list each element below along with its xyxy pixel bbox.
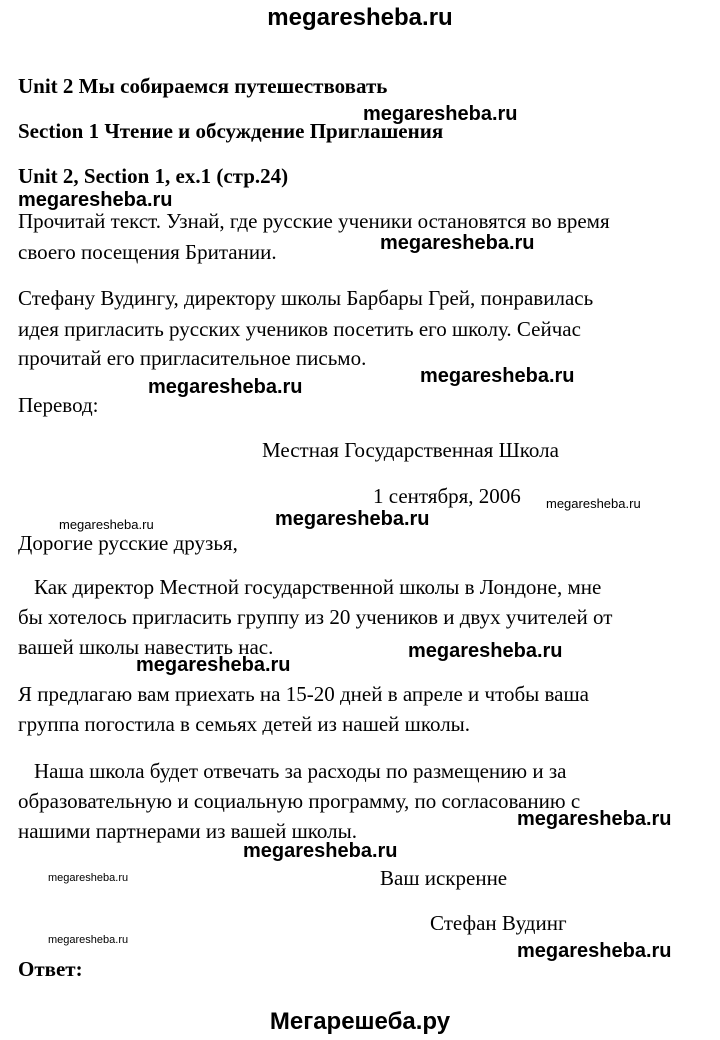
watermark: megaresheba.ru [408,640,563,662]
site-footer: Мегарешеба.ру [269,1008,451,1035]
intro-text: прочитай его пригласительное письмо. [18,346,367,370]
letter-paragraph-line: Как директор Местной государственной школы в Лондоне, мне [34,575,602,599]
letter-paragraph-line: Наша школа будет отвечать за расходы по размещению и за [34,759,567,783]
letter-signature: Стефан Вудинг [430,911,567,935]
watermark: megaresheba.ru [148,376,303,398]
watermark: megaresheba.ru [18,189,173,211]
watermark: megaresheba.ru [546,496,641,511]
letter-paragraph-line: бы хотелось пригласить группу из 20 учеников и двух учителей от [18,605,613,629]
translation-label: Перевод: [18,393,99,417]
letter-paragraph-line: вашей школы навестить нас. [18,635,274,659]
letter-closing: Ваш искренне [380,866,508,890]
exercise-heading: Unit 2, Section 1, ex.1 (стр.24) [18,164,289,188]
intro-text: Стефану Вудингу, директору школы Барбары Грей, понравилась [18,286,594,310]
intro-text: идея пригласить русских учеников посетить его школу. Сейчас [18,317,581,341]
watermark: megaresheba.ru [275,508,430,530]
section-heading: Section 1 Чтение и обсуждение Приглашения [18,119,444,143]
unit-heading: Unit 2 Мы собираемся путешествовать [18,74,388,98]
watermark: megaresheba.ru [59,517,154,532]
letter-paragraph-line: нашими партнерами из вашей школы. [18,819,357,843]
letter-date: 1 сентября, 2006 [373,484,521,508]
letter-school: Местная Государственная Школа [262,438,559,462]
watermark: megaresheba.ru [517,940,672,962]
watermark: megaresheba.ru [420,365,575,387]
letter-paragraph-line: образовательную и социальную программу, по согласованию с [18,789,581,813]
watermark: megaresheba.ru [48,872,129,884]
letter-paragraph-line: группа погостила в семьях детей из нашей школы. [18,712,471,736]
watermark: megaresheba.ru [48,934,129,946]
watermark: megaresheba.ru [380,232,535,254]
watermark: megaresheba.ru [136,654,291,676]
letter-greeting: Дорогие русские друзья, [18,531,238,555]
letter-paragraph-line: Я предлагаю вам приехать на 15-20 дней в апреле и чтобы ваша [18,682,589,706]
watermark: megaresheba.ru [243,840,398,862]
site-header: megaresheba.ru [267,4,453,31]
answer-label: Ответ: [18,957,83,981]
watermark: megaresheba.ru [517,808,672,830]
task-text: Прочитай текст. Узнай, где русские ученики остановятся во время [18,209,610,233]
watermark: megaresheba.ru [363,103,518,125]
task-text: своего посещения Британии. [18,240,277,264]
